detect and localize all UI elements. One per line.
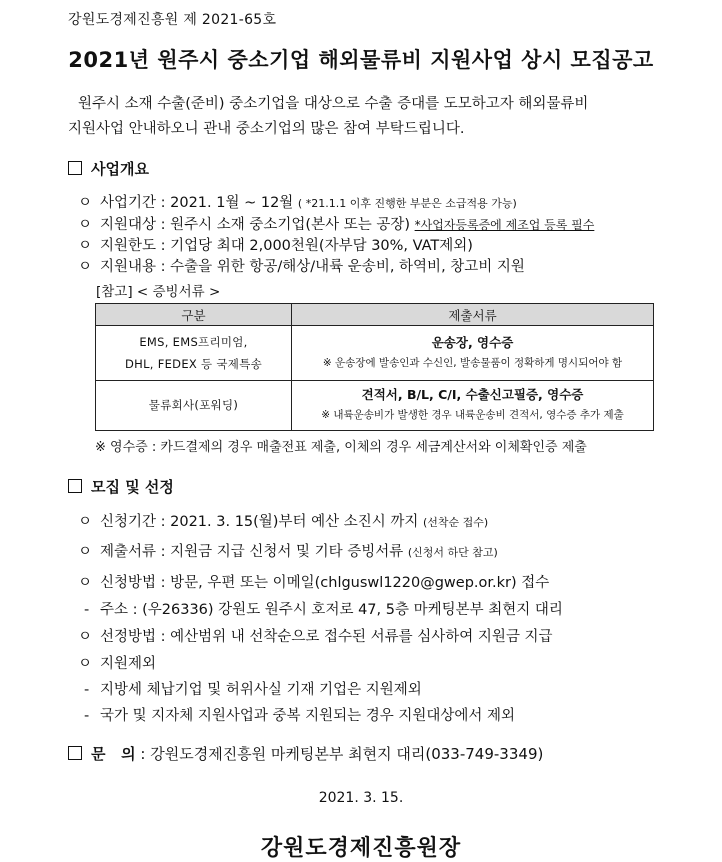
item-text: 주소 : (우26336) 강원도 원주시 호저로 47, 5층 마케팅본부 최현지 대리 [100,602,563,618]
document-number: 강원도경제진흥원 제 2021-65호 [68,12,277,28]
dash-marker: - [84,602,90,618]
bullet-marker: ㅇ [78,544,93,560]
category-cell [96,380,292,430]
dash-marker: - [84,682,90,698]
bullet-marker: ㅇ [78,656,93,672]
evidence-footnote: ※ 영수증 : 카드결제의 경우 매출전표 제출, 이체의 경우 세금계산서와 이체확인증 제출 [95,440,587,455]
documents-cell [292,326,654,381]
item-text: 사업기간 : 2021. 1월 ~ 12월 [100,195,298,211]
overview-heading [68,158,149,179]
recruit-item-period [78,510,488,531]
recruit-item-exclusion-2 [84,704,515,725]
column-header-documents: 제출서류 [292,304,654,326]
intro-line-2: 지원사업 안내하오니 관내 중소기업의 많은 참여 부탁드립니다. [68,121,465,137]
overview-heading-label: 사업개요 [91,160,149,178]
item-note: *사업자등록증에 제조업 등록 필수 [414,218,595,232]
item-note: ( *21.1.1 이후 진행한 부분은 소급적용 가능) [297,197,517,210]
item-note: (선착순 접수) [422,516,489,529]
item-note: (신청서 하단 참고) [407,546,498,559]
item-text: 지원제외 [100,656,157,672]
bullet-marker: ㅇ [78,629,93,645]
recruit-item-exclusion-1 [84,678,422,699]
notice-title: 2021년 원주시 중소기업 해외물류비 지원사업 상시 모집공고 [68,48,654,72]
evidence-table [95,303,654,431]
table-row [96,326,654,381]
bullet-marker: ㅇ [78,217,93,233]
documents-cell [292,380,654,430]
overview-item-limit [78,234,473,255]
recruit-item-selection [78,625,553,646]
category-cell [96,326,292,381]
recruit-item-exclusion [78,652,156,673]
contact-text: : 강원도경제진흥원 마케팅본부 최현지 대리(033-749-3349) [135,745,544,763]
item-text: 신청기간 : 2021. 3. 15(월)부터 예산 소진시 까지 [100,514,423,530]
bullet-marker: ㅇ [78,238,93,254]
documents-note: ※ 내륙운송비가 발생한 경우 내륙운송비 견적서, 영수증 추가 제출 [321,409,624,422]
notice-date: 2021. 3. 15. [318,790,404,806]
dash-marker: - [84,708,90,724]
overview-item-content [78,255,525,276]
recruit-heading [68,476,174,497]
documents-text: 견적서, B/L, C/I, 수출신고필증, 영수증 [361,387,584,403]
checkbox-square-icon [68,161,82,175]
recruit-heading-label: 모집 및 선정 [91,478,174,496]
item-text: 지원내용 : 수출을 위한 항공/해상/내륙 운송비, 하역비, 창고비 지원 [100,259,525,275]
column-header-category: 구분 [96,304,292,326]
documents-text: 운송장, 영수증 [431,334,514,350]
category-line: 물류회사(포워딩) [148,398,239,413]
item-text: 제출서류 : 지원금 지급 신청서 및 기타 증빙서류 [100,544,408,560]
bullet-marker: ㅇ [78,195,93,211]
bullet-marker: ㅇ [78,259,93,275]
intro-paragraph [68,92,668,142]
signature: 강원도경제진흥원장 [260,835,462,861]
item-text: 신청방법 : 방문, 우편 또는 이메일(chlguswl1220@gwep.or.kr) 접수 [100,575,550,591]
bullet-marker: ㅇ [78,575,93,591]
evidence-heading: [참고] < 증빙서류 > [96,284,221,300]
item-text: 지방세 체납기업 및 허위사실 기재 기업은 지원제외 [100,682,422,698]
recruit-item-address [84,598,563,619]
category-line: DHL, FEDEX 등 국제특송 [124,356,263,371]
overview-item-target [78,213,594,234]
recruit-item-method [78,571,549,592]
item-text: 선정방법 : 예산범위 내 선착순으로 접수된 서류를 심사하여 지원금 지급 [100,629,553,645]
intro-line-1: 원주시 소재 수출(준비) 중소기업을 대상으로 수출 증대를 도모하고자 해외물류비 [78,96,589,112]
recruit-item-documents [78,540,498,561]
bullet-marker: ㅇ [78,514,93,530]
checkbox-square-icon [68,746,82,760]
item-text: 지원대상 : 원주시 소재 중소기업(본사 또는 공장) [100,217,415,233]
documents-note: ※ 운송장에 발송인과 수신인, 발송물품이 정확하게 명시되어야 함 [322,356,623,369]
overview-item-period [78,191,517,212]
item-text: 국가 및 지자체 지원사업과 중복 지원되는 경우 지원대상에서 제외 [100,708,516,724]
table-header-row [96,304,654,326]
contact-line [68,743,543,764]
contact-label: 문 의 [91,745,136,763]
category-line: EMS, EMS프리미엄, [139,334,248,349]
table-row [96,380,654,430]
item-text: 지원한도 : 기업당 최대 2,000천원(자부담 30%, VAT제외) [100,238,473,254]
checkbox-square-icon [68,479,82,493]
